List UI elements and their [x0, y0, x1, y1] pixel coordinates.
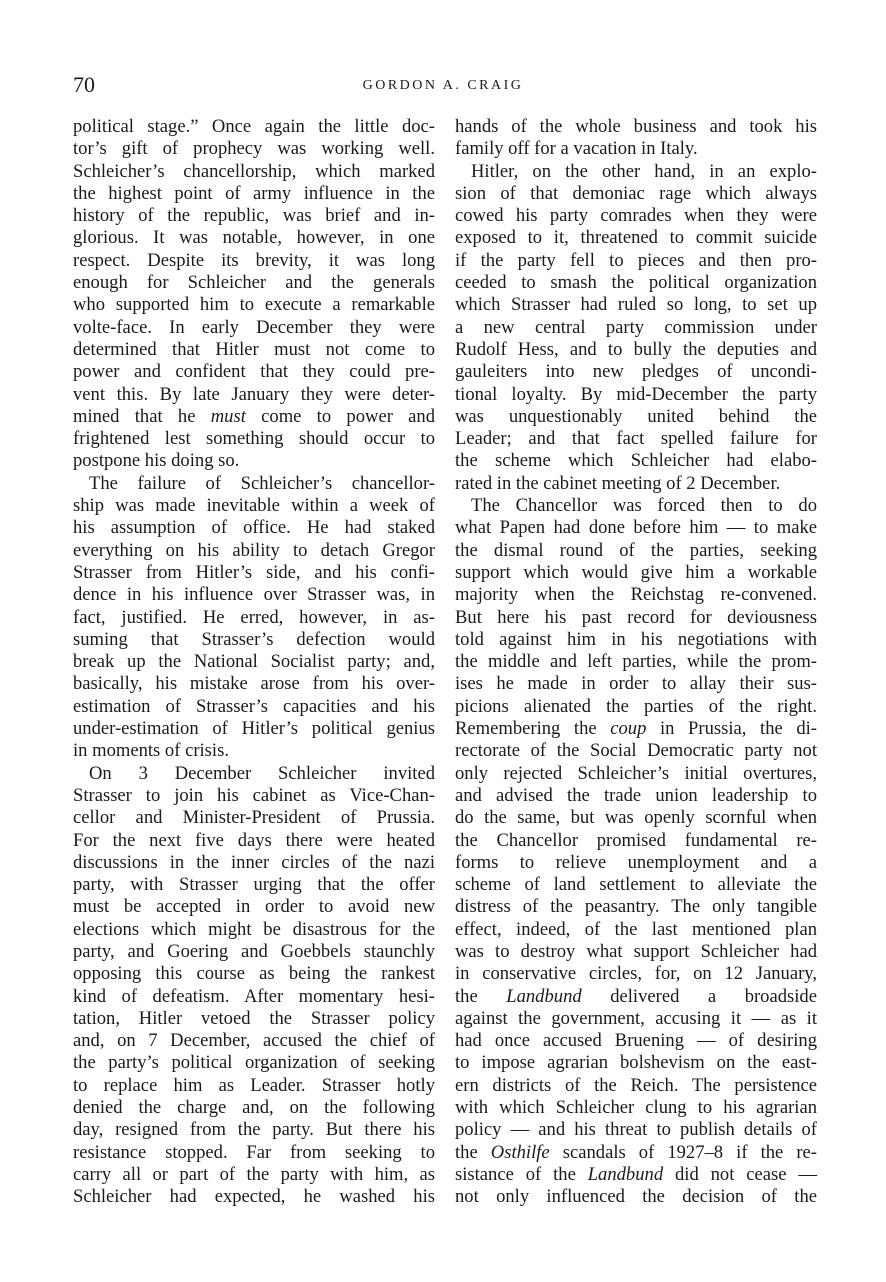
text-line	[73, 852, 435, 874]
text-segment: Schleicher’s chancellorship, which marked	[73, 160, 435, 182]
text-segment: Strasser from Hitler’s side, and his confi-	[73, 561, 435, 583]
text-line	[73, 584, 435, 606]
text-segment: Schleicher had expected, he washed his	[73, 1186, 435, 1208]
text-line	[73, 807, 435, 829]
text-line	[73, 562, 435, 584]
text-segment: opposing this course as being the rankest	[73, 963, 435, 985]
text-line	[455, 740, 817, 762]
text-segment: his assumption of office. He had staked	[73, 517, 435, 539]
text-segment: cowed his party comrades when they were	[455, 205, 817, 227]
text-segment: The Chancellor was forced then to do	[471, 495, 817, 517]
text-line	[455, 963, 817, 985]
text-line	[73, 384, 435, 406]
text-line	[455, 986, 817, 1008]
text-line	[455, 785, 817, 807]
text-segment: respect. Despite its brevity, it was long	[73, 249, 435, 271]
text-segment: under-estimation of Hitler’s political genius	[73, 718, 435, 740]
text-line	[73, 1030, 435, 1052]
text-segment: suming that Strasser’s defection would	[73, 628, 435, 650]
text-segment: party, with Strasser urging that the offer	[73, 874, 435, 896]
text-segment: majority when the Reichstag re-convened.	[455, 584, 817, 606]
text-line	[455, 205, 817, 227]
text-line	[73, 227, 435, 249]
text-segment: dence in his influence over Strasser was, in	[73, 584, 435, 606]
text-line	[455, 1186, 817, 1208]
text-line	[455, 1097, 817, 1119]
italic-term: Osthilfe	[490, 1141, 550, 1163]
text-segment: did not cease —	[663, 1163, 817, 1185]
text-segment: discussions in the inner circles of the nazi	[73, 851, 435, 873]
text-line	[73, 161, 435, 183]
text-segment: Rudolf Hess, and to bully the deputies and	[455, 338, 817, 360]
text-line	[73, 183, 435, 205]
text-segment: For the next five days there were heated	[73, 829, 435, 851]
text-segment: distress of the peasantry. The only tangible	[455, 896, 817, 918]
text-line	[455, 227, 817, 249]
text-segment: Remembering the	[455, 718, 611, 740]
text-segment: not only influenced the decision of the	[455, 1186, 817, 1208]
text-segment: in Prussia, the di-	[646, 718, 817, 740]
text-line	[455, 830, 817, 852]
text-line	[73, 1075, 435, 1097]
text-line	[73, 1097, 435, 1119]
text-line	[455, 1052, 817, 1074]
text-line	[73, 919, 435, 941]
text-segment: volte-face. In early December they were	[73, 316, 435, 338]
text-segment: tation, Hitler vetoed the Strasser policy	[73, 1007, 435, 1029]
text-segment: if the party fell to pieces and then pro-	[455, 249, 817, 271]
text-line	[73, 272, 435, 294]
text-line	[73, 1164, 435, 1186]
text-line	[73, 1142, 435, 1164]
text-line	[73, 696, 435, 718]
text-segment: the Chancellor promised fundamental re-	[455, 829, 817, 851]
text-line	[73, 963, 435, 985]
text-line	[73, 339, 435, 361]
text-line	[73, 361, 435, 383]
text-line	[455, 339, 817, 361]
text-segment: do the same, but was openly scornful when	[455, 807, 817, 829]
text-segment: to impose agrarian bolshevism on the east-	[455, 1052, 817, 1074]
text-line	[455, 138, 817, 160]
text-line	[455, 384, 817, 406]
text-line	[455, 250, 817, 272]
text-segment: in conservative circles, for, on 12 January,	[455, 963, 817, 985]
text-segment: and, on 7 December, accused the chief of	[73, 1030, 435, 1052]
text-line	[455, 874, 817, 896]
text-segment: fact, justified. He erred, however, in as-	[73, 606, 435, 628]
text-segment: told against him in his negotiations with	[455, 628, 817, 650]
text-line	[455, 584, 817, 606]
text-line	[455, 1030, 817, 1052]
text-line	[73, 740, 435, 762]
italic-term: coup	[610, 718, 647, 740]
text-segment: vent this. By late January they were deter-	[73, 383, 435, 405]
text-segment: tional loyalty. By mid-December the party	[455, 383, 817, 405]
text-segment: policy — and his threat to publish details of	[455, 1119, 817, 1141]
text-segment: scandals of 1927–8 if the re-	[549, 1141, 817, 1163]
right-column	[455, 116, 817, 1209]
text-line	[455, 673, 817, 695]
text-line	[73, 495, 435, 517]
text-line	[455, 763, 817, 785]
text-line	[73, 874, 435, 896]
text-line	[455, 116, 817, 138]
text-segment: Leader; and that fact spelled failure for	[455, 428, 817, 450]
text-line	[455, 294, 817, 316]
text-segment: party, and Goering and Goebbels staunchly	[73, 940, 435, 962]
text-segment: tor’s gift of prophecy was working well.	[73, 138, 435, 160]
text-line	[73, 607, 435, 629]
text-segment: was unquestionably united behind the	[455, 405, 817, 427]
text-segment: the party’s political organization of seeking	[73, 1052, 435, 1074]
text-segment: carry all or part of the party with him, as	[73, 1163, 435, 1185]
text-line	[73, 941, 435, 963]
text-segment: Hitler, on the other hand, in an explo-	[471, 160, 817, 182]
text-line	[73, 718, 435, 740]
text-segment: ern districts of the Reich. The persistence	[455, 1074, 817, 1096]
text-segment: gauleiters into new pledges of uncondi-	[455, 361, 817, 383]
text-segment: with which Schleicher clung to his agrarian	[455, 1097, 817, 1119]
text-segment: mined that he	[73, 405, 211, 427]
text-segment: But here his past record for deviousness	[455, 606, 817, 628]
text-line	[73, 540, 435, 562]
text-line	[73, 673, 435, 695]
text-line	[455, 428, 817, 450]
text-line	[73, 651, 435, 673]
text-segment: cellor and Minister-President of Prussia.	[73, 807, 435, 829]
text-segment: The failure of Schleicher’s chancellor-	[89, 472, 435, 494]
text-segment: ship was made inevitable within a week of	[73, 495, 435, 517]
text-segment: picions alienated the parties of the right.	[455, 695, 817, 717]
text-segment: the dismal round of the parties, seeking	[455, 539, 817, 561]
text-segment: ceeded to smash the political organization	[455, 272, 817, 294]
text-line	[73, 986, 435, 1008]
text-line	[455, 696, 817, 718]
text-segment: everything on his ability to detach Gregor	[73, 539, 435, 561]
text-line	[73, 138, 435, 160]
page-header	[73, 72, 813, 102]
text-line	[73, 1052, 435, 1074]
text-line	[455, 495, 817, 517]
text-segment: frightened lest something should occur to	[73, 428, 435, 450]
text-segment: break up the National Socialist party; and,	[73, 651, 435, 673]
text-segment: exposed to it, threatened to commit suicide	[455, 227, 817, 249]
text-line	[455, 450, 817, 472]
text-segment: the middle and left parties, while the prom-	[455, 651, 817, 673]
left-column	[73, 116, 435, 1209]
text-line	[73, 1008, 435, 1030]
text-segment: who supported him to execute a remarkable	[73, 294, 435, 316]
text-line	[73, 428, 435, 450]
text-segment: forms to relieve unemployment and a	[455, 851, 817, 873]
text-segment: resistance stopped. Far from seeking to	[73, 1141, 435, 1163]
italic-term: must	[210, 405, 246, 427]
text-line	[455, 1008, 817, 1030]
text-line	[455, 562, 817, 584]
text-segment: was to destroy what support Schleicher had	[455, 940, 817, 962]
page-number: 70	[73, 72, 95, 97]
italic-term: Landbund	[506, 985, 582, 1007]
text-line	[455, 161, 817, 183]
text-segment: against the government, accusing it — as it	[455, 1007, 817, 1029]
text-segment: delivered a broadside	[581, 985, 817, 1007]
running-head: GORDON A. CRAIG	[362, 78, 524, 93]
text-line	[455, 540, 817, 562]
text-segment: postpone his doing so.	[73, 450, 240, 472]
text-line	[455, 896, 817, 918]
text-line	[73, 116, 435, 138]
text-segment: had once accused Bruening — of desiring	[455, 1030, 817, 1052]
text-segment: elections which might be disastrous for the	[73, 918, 435, 940]
text-columns	[73, 116, 817, 1216]
text-line	[73, 473, 435, 495]
text-segment: only rejected Schleicher’s initial overtures,	[455, 762, 817, 784]
text-line	[455, 1142, 817, 1164]
text-segment: basically, his mistake arose from his over-	[73, 673, 435, 695]
text-segment: a new central party commission under	[455, 316, 817, 338]
text-segment: On 3 December Schleicher invited	[89, 762, 435, 784]
text-segment: rated in the cabinet meeting of 2 December.	[455, 472, 781, 494]
text-line	[73, 785, 435, 807]
text-line	[455, 517, 817, 539]
text-segment: which Strasser had ruled so long, to set up	[455, 294, 817, 316]
text-segment: effect, indeed, of the last mentioned plan	[455, 918, 817, 940]
text-segment: support which would give him a workable	[455, 561, 817, 583]
text-segment: come to power and	[245, 405, 436, 427]
text-line	[73, 406, 435, 428]
text-segment: determined that Hitler must not come to	[73, 338, 435, 360]
text-line	[455, 629, 817, 651]
text-line	[455, 651, 817, 673]
text-segment: day, resigned from the party. But there his	[73, 1119, 435, 1141]
text-line	[455, 183, 817, 205]
text-line	[73, 450, 435, 472]
text-segment: estimation of Strasser’s capacities and his	[73, 695, 435, 717]
text-line	[73, 763, 435, 785]
text-line	[455, 941, 817, 963]
text-line	[455, 406, 817, 428]
text-line	[73, 205, 435, 227]
text-segment: scheme of land settlement to alleviate the	[455, 874, 817, 896]
text-segment: in moments of crisis.	[73, 740, 229, 762]
text-segment: enough for Schleicher and the generals	[73, 272, 435, 294]
text-line	[455, 919, 817, 941]
text-segment: political stage.” Once again the little doc-	[73, 116, 435, 137]
text-segment: Strasser to join his cabinet as Vice-Chan-	[73, 784, 435, 806]
text-segment: the scheme which Schleicher had elabo-	[455, 450, 817, 472]
text-line	[73, 317, 435, 339]
text-line	[455, 607, 817, 629]
text-line	[73, 1186, 435, 1208]
text-line	[73, 250, 435, 272]
text-line	[455, 807, 817, 829]
text-segment: the	[455, 1141, 491, 1163]
text-segment: the highest point of army influence in the	[73, 182, 435, 204]
text-segment: family off for a vacation in Italy.	[455, 138, 698, 160]
text-segment: hands of the whole business and took his	[455, 116, 817, 137]
text-line	[455, 317, 817, 339]
text-segment: rectorate of the Social Democratic party not	[455, 740, 817, 762]
text-line	[455, 272, 817, 294]
text-line	[455, 852, 817, 874]
text-segment: must be accepted in order to avoid new	[73, 896, 435, 918]
text-line	[73, 830, 435, 852]
text-segment: history of the republic, was brief and in-	[73, 205, 435, 227]
text-line	[455, 361, 817, 383]
text-segment: glorious. It was notable, however, in one	[73, 227, 435, 249]
text-line	[73, 517, 435, 539]
text-segment: what Papen had done before him — to make	[455, 517, 817, 539]
text-line	[455, 1164, 817, 1186]
text-line	[455, 1075, 817, 1097]
text-line	[455, 1119, 817, 1141]
text-line	[455, 718, 817, 740]
text-segment: denied the charge and, on the following	[73, 1097, 435, 1119]
text-segment: sistance of the	[455, 1163, 588, 1185]
text-line	[73, 294, 435, 316]
text-line	[73, 629, 435, 651]
text-segment: sion of that demoniac rage which always	[455, 182, 817, 204]
text-line	[73, 1119, 435, 1141]
text-segment: to replace him as Leader. Strasser hotly	[73, 1074, 435, 1096]
italic-term: Landbund	[587, 1163, 664, 1185]
text-line	[455, 473, 817, 495]
text-segment: and advised the trade union leadership to	[455, 784, 817, 806]
text-segment: the	[455, 985, 507, 1007]
text-line	[73, 896, 435, 918]
text-segment: kind of defeatism. After momentary hesi-	[73, 985, 435, 1007]
text-segment: ises he made in order to allay their sus-	[455, 673, 817, 695]
text-segment: power and confident that they could pre-	[73, 361, 435, 383]
